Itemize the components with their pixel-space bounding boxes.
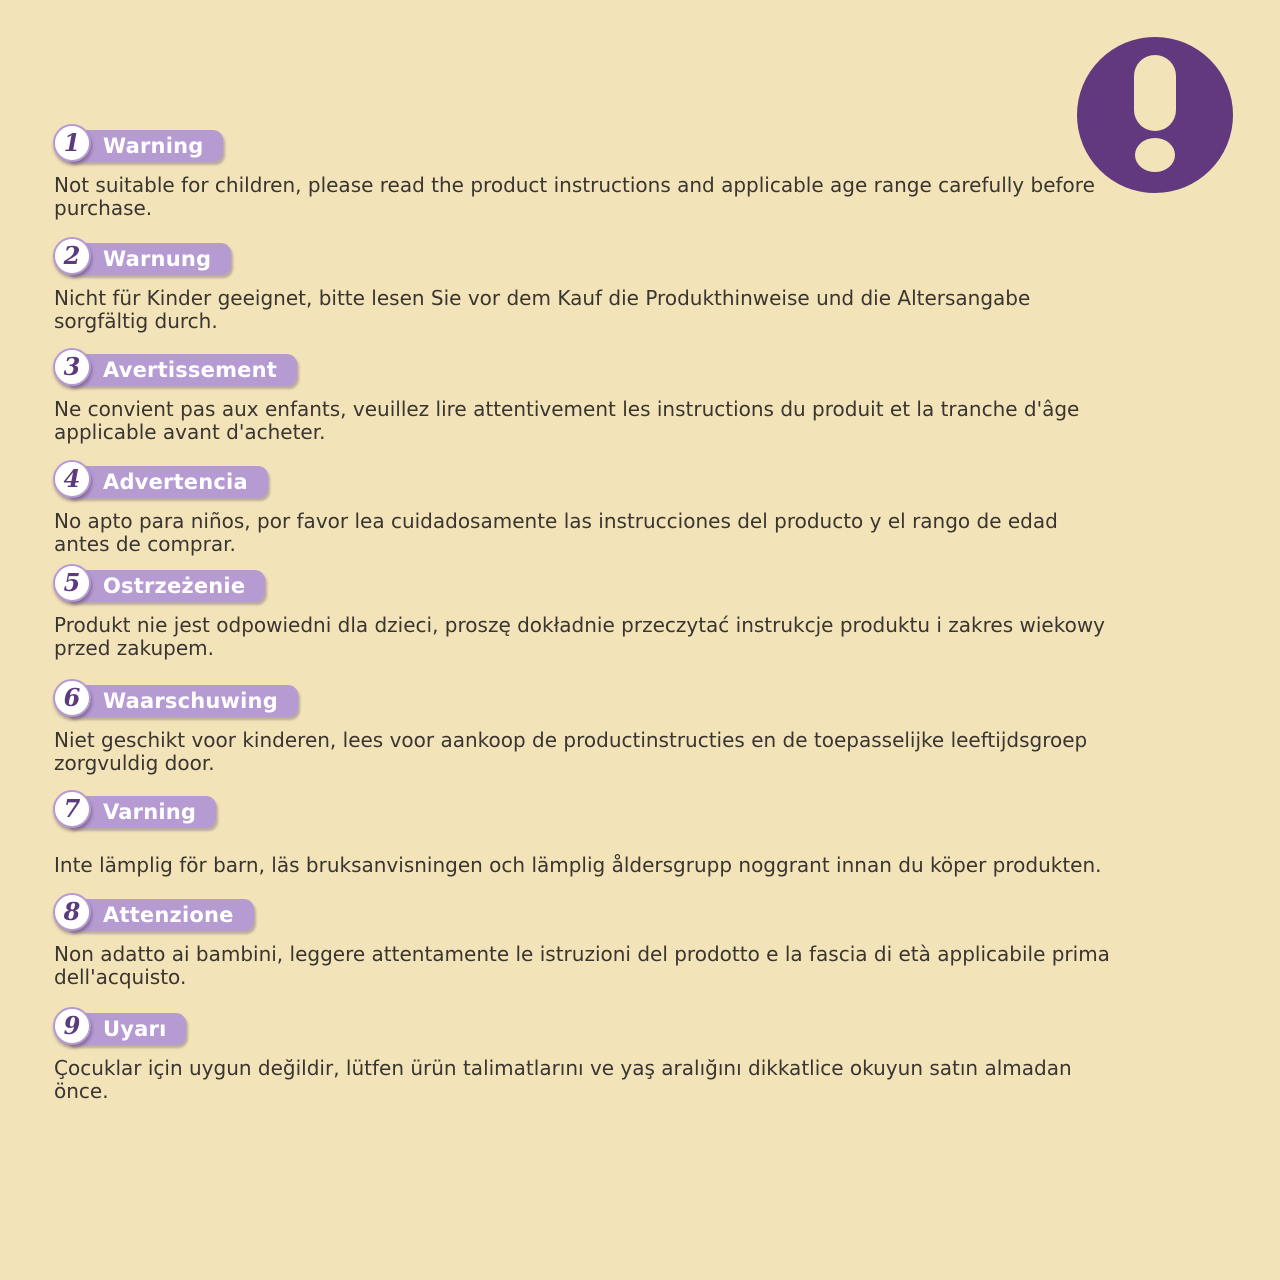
number-badge: 4 [53,460,91,498]
language-label: Attenzione [67,899,254,931]
warning-text: Not suitable for children, please read the product instructions and applicable age range carefully before purchase. [54,173,1095,220]
number-badge: 8 [53,893,91,931]
warning-entry-2 [53,237,1113,333]
language-label: Ostrzeżenie [67,570,265,602]
number-badge: 5 [53,564,91,602]
number-badge: 2 [53,237,91,275]
warning-entry-1 [53,124,1113,220]
warning-text: Niet geschikt voor kinderen, lees voor aankoop de productinstructies en de toepasselijke leeftijdsgroep zorgvuldig door. [54,728,1088,775]
number-badge: 1 [53,124,91,162]
warning-heading [53,1007,1113,1049]
warning-heading [53,348,1113,390]
warning-entry-7 [53,790,1113,877]
warning-heading [53,679,1113,721]
warning-text: Inte lämplig för barn, läs bruksanvisningen och lämplig åldersgrupp noggrant innan du köper produkten. [54,853,1102,877]
warning-heading [53,460,1113,502]
warning-heading [53,893,1113,935]
warning-entry-3 [53,348,1113,444]
warning-heading [53,790,1113,832]
warning-entry-9 [53,1007,1113,1103]
language-label: Waarschuwing [67,685,298,717]
warning-entry-4 [53,460,1113,556]
number-badge: 3 [53,348,91,386]
warning-heading [53,237,1113,279]
language-label: Advertencia [67,466,268,498]
language-label: Warnung [67,243,231,275]
number-badge: 6 [53,679,91,717]
warning-heading [53,124,1113,166]
warning-text: Çocuklar için uygun değildir, lütfen ürün talimatlarını ve yaş aralığını dikkatlice okuyun satın almadan önce. [54,1056,1072,1103]
warning-text: Produkt nie jest odpowiedni dla dzieci, proszę dokładnie przeczytać instrukcje produktu i zakres wiekowy przed zakupem. [54,613,1106,660]
warning-entry-8 [53,893,1113,989]
warning-entry-5 [53,564,1113,660]
warning-entry-6 [53,679,1113,775]
warning-text: Nicht für Kinder geeignet, bitte lesen Sie vor dem Kauf die Produkthinweise und die Altersangabe sorgfältig durch. [54,286,1031,333]
language-label: Uyarı [67,1013,186,1045]
number-badge: 7 [53,790,91,828]
number-badge: 9 [53,1007,91,1045]
warning-text: Ne convient pas aux enfants, veuillez lire attentivement les instructions du produit et la tranche d'âge applicable avant d'acheter. [54,397,1080,444]
language-label: Warning [67,130,223,162]
warning-text: Non adatto ai bambini, leggere attentamente le istruzioni del prodotto e la fascia di età applicabile prima dell'acquisto. [54,942,1110,989]
warning-heading [53,564,1113,606]
warning-text: No apto para niños, por favor lea cuidadosamente las instrucciones del producto y el rango de edad antes de comprar. [54,509,1058,556]
language-label: Varning [67,796,216,828]
language-label: Avertissement [67,354,297,386]
